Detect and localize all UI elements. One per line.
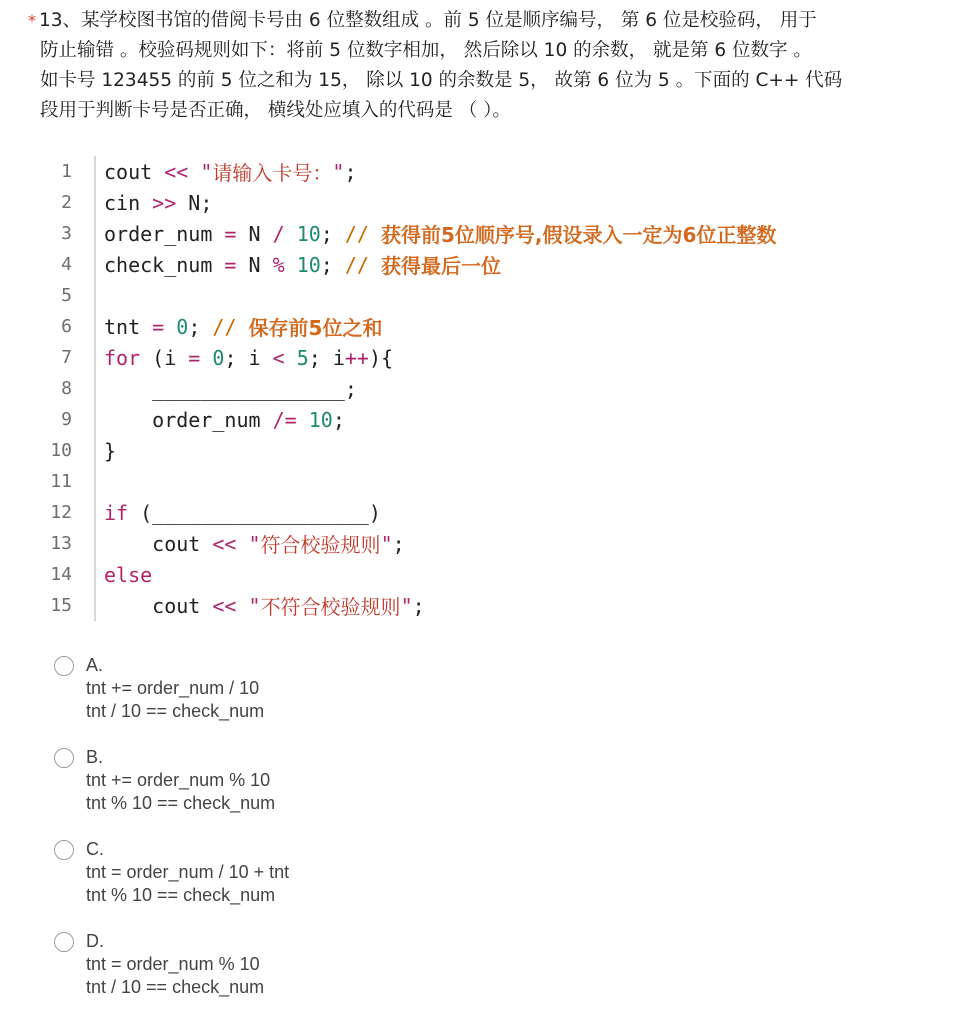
code-text: } [94, 435, 116, 466]
line-number: 1 [61, 161, 72, 182]
question-line-1-text: 13、某学校图书馆的借阅卡号由 6 位整数组成 。前 5 位是顺序编号， 第 6 位是校验码， 用于 [39, 10, 817, 31]
question-line-1 [28, 6, 928, 36]
option-d-label: D. [86, 931, 104, 951]
line-number: 5 [61, 285, 72, 306]
option-c-text[interactable] [86, 838, 289, 907]
code-text: tnt = 0 ; // 保存前5位之和 [94, 311, 382, 342]
line-number: 7 [61, 347, 72, 368]
code-text: cout << " 符合校验规则 " ; [94, 528, 405, 559]
line-number: 13 [50, 533, 72, 554]
question-line-3: 如卡号 123455 的前 5 位之和为 15， 除以 10 的余数是 5， 故第 6 位为 5 。下面的 C++ 代码 [40, 70, 843, 91]
code-block [40, 156, 860, 621]
line-number: 2 [61, 192, 72, 213]
code-line [40, 528, 860, 559]
option-c-label: C. [86, 839, 104, 859]
option-b-label: B. [86, 747, 104, 767]
code-line [40, 187, 860, 218]
required-mark: * [28, 11, 36, 30]
code-text [94, 466, 104, 497]
option-b-radio[interactable] [54, 748, 74, 768]
code-text: cout << " 不符合校验规则 " ; [94, 590, 425, 621]
code-line [40, 466, 860, 497]
code-text: ________________; [94, 373, 357, 404]
line-number: 14 [50, 564, 72, 585]
code-line [40, 156, 860, 187]
line-number: 9 [61, 409, 72, 430]
option-c-line2: tnt % 10 == check_num [86, 885, 276, 905]
code-text: if (__________________) [94, 497, 381, 528]
code-text: order_num /= 10 ; [94, 404, 345, 435]
option-b-line1: tnt += order_num % 10 [86, 770, 271, 790]
code-line [40, 435, 860, 466]
option-d-line2: tnt / 10 == check_num [86, 977, 265, 997]
code-line [40, 249, 860, 280]
line-number: 11 [50, 471, 72, 492]
line-number: 3 [61, 223, 72, 244]
code-text: cin >> N; [94, 187, 212, 218]
code-line [40, 373, 860, 404]
option-a-line2: tnt / 10 == check_num [86, 701, 265, 721]
line-number: 8 [61, 378, 72, 399]
line-number: 10 [50, 440, 72, 461]
code-line [40, 590, 860, 621]
option-d-line1: tnt = order_num % 10 [86, 954, 260, 974]
code-line [40, 404, 860, 435]
option-d-text[interactable] [86, 930, 264, 999]
option-a-line1: tnt += order_num / 10 [86, 678, 260, 698]
code-line [40, 311, 860, 342]
code-text: for (i = 0 ; i < 5 ; i ++ ){ [94, 342, 393, 373]
code-line [40, 342, 860, 373]
option-b-text[interactable] [86, 746, 275, 815]
question-line-2: 防止输错 。校验码规则如下：将前 5 位数字相加， 然后除以 10 的余数， 就是第 6 位数字 。 [40, 40, 812, 61]
code-line [40, 218, 860, 249]
code-text: order_num = N / 10 ; // 获得前5位顺序号,假设录入一定为6位正整数 [94, 218, 776, 249]
code-text: check_num = N % 10 ; // 获得最后一位 [94, 249, 501, 280]
option-b-line2: tnt % 10 == check_num [86, 793, 276, 813]
option-c-radio[interactable] [54, 840, 74, 860]
question-line-4: 段用于判断卡号是否正确， 横线处应填入的代码是 （ ）。 [40, 100, 511, 121]
code-line [40, 497, 860, 528]
option-c-line1: tnt = order_num / 10 + tnt [86, 862, 290, 882]
line-number: 6 [61, 316, 72, 337]
code-line [40, 280, 860, 311]
code-line [40, 559, 860, 590]
line-number: 15 [50, 595, 72, 616]
code-text: cout << " 请输入卡号： " ; [94, 156, 357, 187]
option-a-radio[interactable] [54, 656, 74, 676]
option-a-text[interactable] [86, 654, 264, 723]
code-text [94, 280, 104, 311]
line-number: 12 [50, 502, 72, 523]
code-text: else [94, 559, 152, 590]
option-a-label: A. [86, 655, 104, 675]
question-text [28, 6, 928, 126]
line-number: 4 [61, 254, 72, 275]
option-d-radio[interactable] [54, 932, 74, 952]
